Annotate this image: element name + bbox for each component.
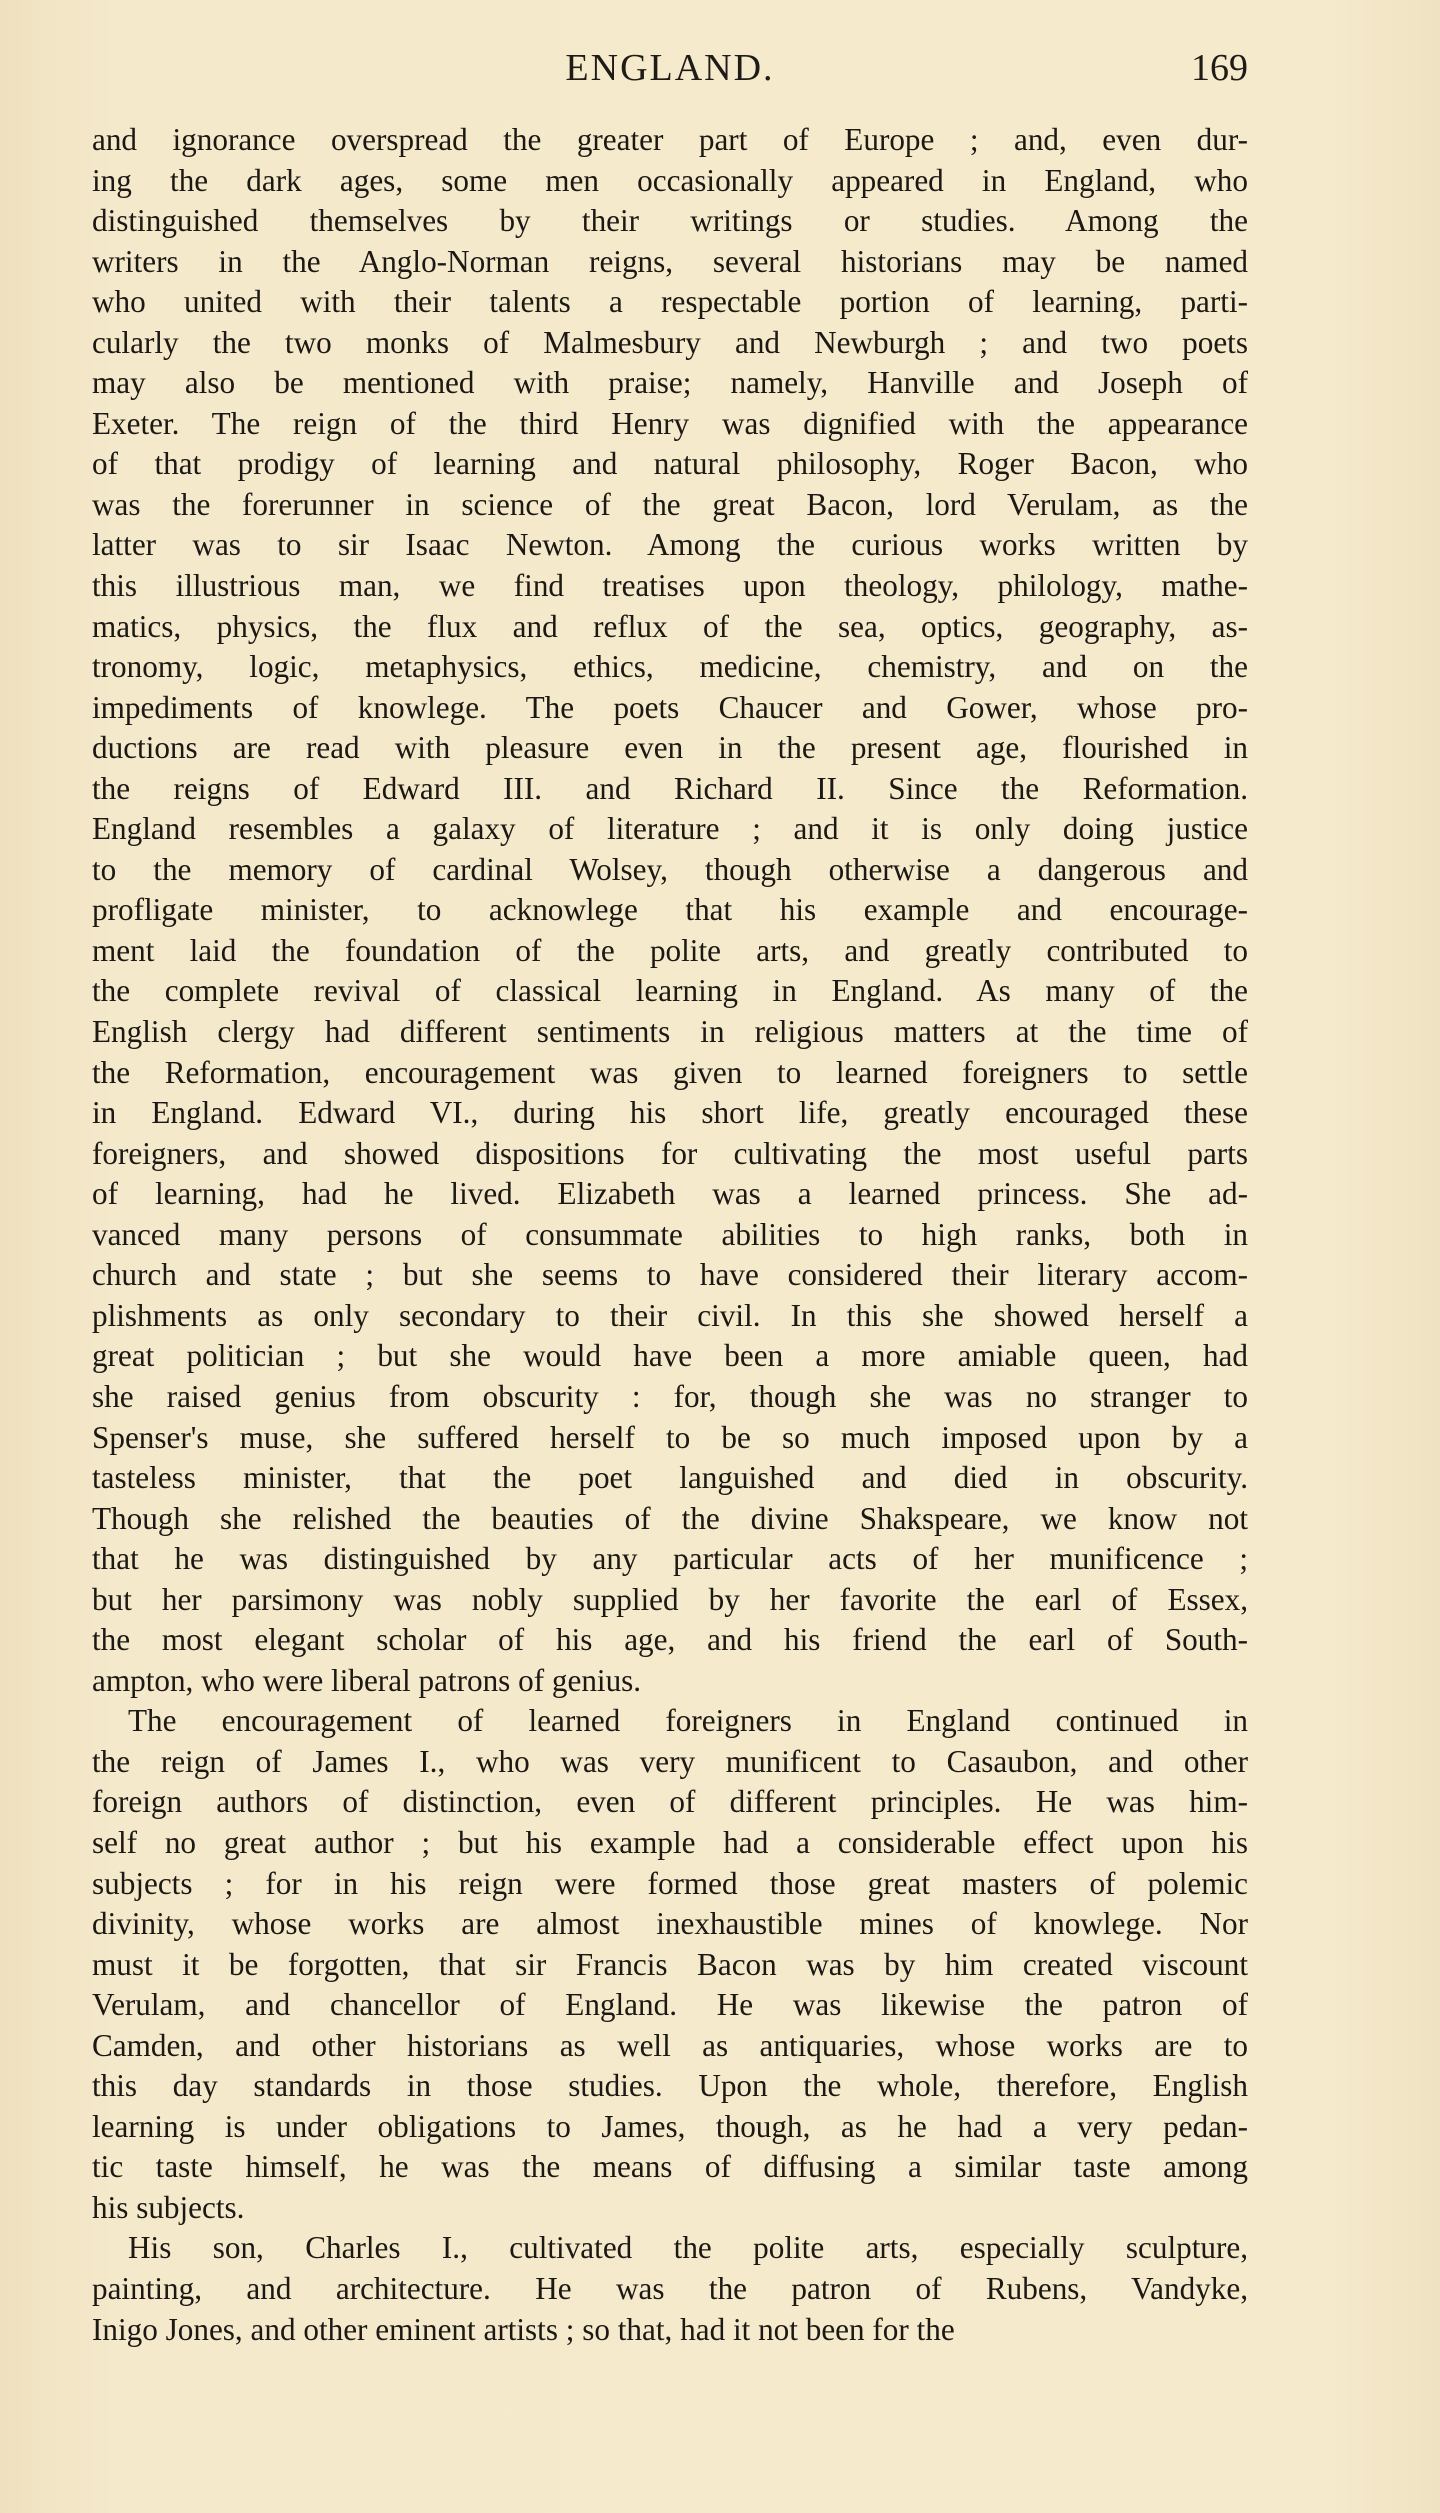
- text-line: of learning, had he lived. Elizabeth was a learned princess. She ad-: [92, 1176, 1248, 1212]
- text-line: vanced many persons of consummate abilities to high ranks, both in: [92, 1216, 1248, 1252]
- text-line: impediments of knowlege. The poets Chaucer and Gower, whose pro-: [92, 689, 1248, 725]
- text-line: his subjects.: [92, 2189, 245, 2225]
- text-line: learning is under obligations to James, though, as he had a very pedan-: [92, 2108, 1248, 2144]
- text-line: Inigo Jones, and other eminent artists ; so that, had it not been for the: [92, 2311, 955, 2347]
- text-line: tasteless minister, that the poet languished and died in obscurity.: [92, 1460, 1248, 1496]
- paragraph: [92, 1701, 1248, 2228]
- paragraph: [92, 2228, 1248, 2350]
- text-line: divinity, whose works are almost inexhaustible mines of knowlege. Nor: [92, 1906, 1248, 1942]
- text-line: may also be mentioned with praise; namely, Hanville and Joseph of: [92, 365, 1248, 401]
- text-line: Verulam, and chancellor of England. He was likewise the patron of: [92, 1987, 1248, 2023]
- text-line: the most elegant scholar of his age, and his friend the earl of South-: [92, 1622, 1248, 1658]
- text-line: painting, and architecture. He was the patron of Rubens, Vandyke,: [92, 2270, 1248, 2306]
- text-line: this day standards in those studies. Upon the whole, therefore, English: [92, 2068, 1248, 2104]
- text-line: latter was to sir Isaac Newton. Among the curious works written by: [92, 527, 1248, 563]
- text-line: was the forerunner in science of the great Bacon, lord Verulam, as the: [92, 486, 1248, 522]
- text-line: self no great author ; but his example had a considerable effect upon his: [92, 1824, 1248, 1860]
- text-line: and ignorance overspread the greater part of Europe ; and, even dur-: [92, 122, 1248, 157]
- text-line: the complete revival of classical learning in England. As many of the: [92, 973, 1248, 1009]
- text-line: Though she relished the beauties of the divine Shakspeare, we know not: [92, 1500, 1248, 1536]
- text-line: the Reformation, encouragement was given to learned foreigners to settle: [92, 1054, 1248, 1090]
- text-line: cularly the two monks of Malmesbury and Newburgh ; and two poets: [92, 324, 1248, 360]
- text-line: who united with their talents a respectable portion of learning, parti-: [92, 284, 1248, 320]
- text-line: Spenser's muse, she suffered herself to be so much imposed upon by a: [92, 1419, 1248, 1455]
- page-header: [92, 40, 1248, 96]
- text-line: tronomy, logic, metaphysics, ethics, medicine, chemistry, and on the: [92, 649, 1248, 685]
- text-line: English clergy had different sentiments in religious matters at the time of: [92, 1014, 1248, 1050]
- text-line: ing the dark ages, some men occasionally appeared in England, who: [92, 162, 1248, 198]
- body-text: [92, 120, 1248, 2350]
- text-line: distinguished themselves by their writings or studies. Among the: [92, 203, 1248, 239]
- text-line: church and state ; but she seems to have considered their literary accom-: [92, 1257, 1248, 1293]
- text-line: the reigns of Edward III. and Richard II. Since the Reformation.: [92, 770, 1248, 806]
- text-line: plishments as only secondary to their civil. In this she showed herself a: [92, 1297, 1248, 1333]
- text-line: to the memory of cardinal Wolsey, though otherwise a dangerous and: [92, 851, 1248, 887]
- text-line: foreigners, and showed dispositions for cultivating the most useful parts: [92, 1135, 1248, 1171]
- text-line: foreign authors of distinction, even of different principles. He was him-: [92, 1784, 1248, 1820]
- text-line: must it be forgotten, that sir Francis Bacon was by him created viscount: [92, 1946, 1248, 1982]
- text-line: this illustrious man, we find treatises upon theology, philology, mathe-: [92, 568, 1248, 604]
- text-line: of that prodigy of learning and natural philosophy, Roger Bacon, who: [92, 446, 1248, 482]
- page-number: 169: [1191, 47, 1248, 89]
- text-line: ductions are read with pleasure even in the present age, flourished in: [92, 730, 1248, 766]
- text-line: His son, Charles I., cultivated the polite arts, especially sculpture,: [128, 2230, 1248, 2266]
- text-line: tic taste himself, he was the means of diffusing a similar taste among: [92, 2149, 1248, 2185]
- text-line: in England. Edward VI., during his short life, greatly encouraged these: [92, 1095, 1248, 1131]
- text-line: ment laid the foundation of the polite arts, and greatly contributed to: [92, 932, 1248, 968]
- text-line: England resembles a galaxy of literature ; and it is only doing justice: [92, 811, 1248, 847]
- running-title: ENGLAND.: [565, 47, 775, 89]
- text-line: she raised genius from obscurity : for, though she was no stranger to: [92, 1378, 1248, 1414]
- text-line: The encouragement of learned foreigners in England continued in: [128, 1703, 1248, 1739]
- text-line: writers in the Anglo-Norman reigns, several historians may be named: [92, 243, 1248, 279]
- text-line: great politician ; but she would have been a more amiable queen, had: [92, 1338, 1248, 1374]
- text-line: but her parsimony was nobly supplied by her favorite the earl of Essex,: [92, 1581, 1248, 1617]
- text-line: Exeter. The reign of the third Henry was dignified with the appearance: [92, 405, 1248, 441]
- text-line: profligate minister, to acknowlege that his example and encourage-: [92, 892, 1248, 928]
- text-line: that he was distinguished by any particular acts of her munificence ;: [92, 1541, 1248, 1577]
- text-line: ampton, who were liberal patrons of genius.: [92, 1662, 642, 1698]
- text-line: subjects ; for in his reign were formed those great masters of polemic: [92, 1865, 1248, 1901]
- text-line: matics, physics, the flux and reflux of the sea, optics, geography, as-: [92, 608, 1248, 644]
- text-line: Camden, and other historians as well as antiquaries, whose works are to: [92, 2027, 1248, 2063]
- paragraph: [92, 120, 1248, 1701]
- text-line: the reign of James I., who was very munificent to Casaubon, and other: [92, 1743, 1248, 1779]
